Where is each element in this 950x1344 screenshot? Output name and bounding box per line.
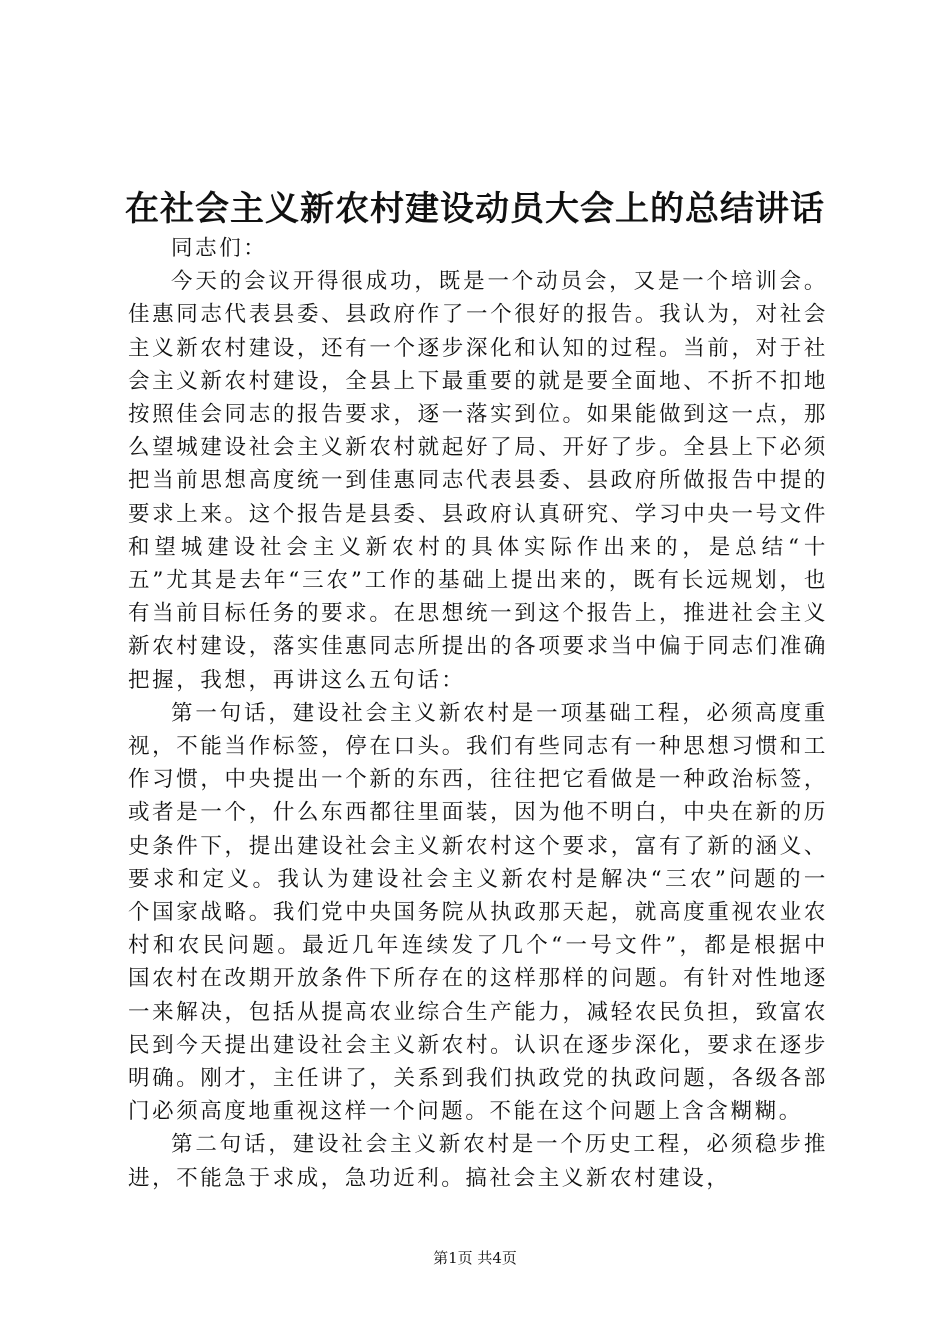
document-body bbox=[128, 232, 828, 1195]
salutation-paragraph: 同志们： bbox=[171, 236, 268, 261]
intro-paragraph: 今天的会议开得很成功，既是一个动员会，又是一个培训会。佳惠同志代表县委、县政府作了一个很好的报告。我认为，对社会主义新农村建设，还有一个逐步深化和认知的过程。当前，对于社会主义新农村建设，全县上下最重要的就是要全面地、不折不扣地按照佳会同志的报告要求，逐一落实到位。如果能做到这一点，那么望城建设社会主义新农村就起好了局、开好了步。全县上下必须把当前思想高度统一到佳惠同志代表县委、县政府所做报告中提的要求上来。这个报告是县委、县政府认真研究、学习中央一号文件和望城建设社会主义新农村的具体实际作出来的，是总结“十五”尤其是去年“三农”工作的基础上提出来的，既有长远规划，也有当前目标任务的要求。在思想统一到这个报告上，推进社会主义新农村建设，落实佳惠同志所提出的各项要求当中偏于同志们准确把握，我想，再讲这么五句话： bbox=[128, 269, 828, 693]
page-footer: 第1页 共4页 bbox=[433, 1249, 517, 1267]
second-point-paragraph: 第二句话，建设社会主义新农村是一个历史工程，必须稳步推进，不能急于求成，急功近利。搞社会主义新农村建设， bbox=[128, 1132, 828, 1191]
first-point-paragraph: 第一句话，建设社会主义新农村是一项基础工程，必须高度重视，不能当作标签，停在口头。我们有些同志有一种思想习惯和工作习惯，中央提出一个新的东西，往往把它看做是一种政治标签，或者是一个，什么东西都往里面装，因为他不明白，中央在新的历史条件下，提出建设社会主义新农村这个要求，富有了新的涵义、要求和定义。我认为建设社会主义新农村是解决“三农”问题的一个国家战略。我们党中央国务院从执政那天起，就高度重视农业农村和农民问题。最近几年连续发了几个“一号文件”，都是根据中国农村在改期开放条件下所存在的这样那样的问题。有针对性地逐一来解决，包括从提高农业综合生产能力，减轻农民负担，致富农民到今天提出建设社会主义新农村。认识在逐步深化，要求在逐步明确。刚才，主任讲了，关系到我们执政党的执政问题，各级各部门必须高度地重视这样一个问题。不能在这个问题上含含糊糊。 bbox=[128, 700, 828, 1125]
document-title: 在社会主义新农村建设动员大会上的总结讲话 bbox=[125, 189, 825, 229]
